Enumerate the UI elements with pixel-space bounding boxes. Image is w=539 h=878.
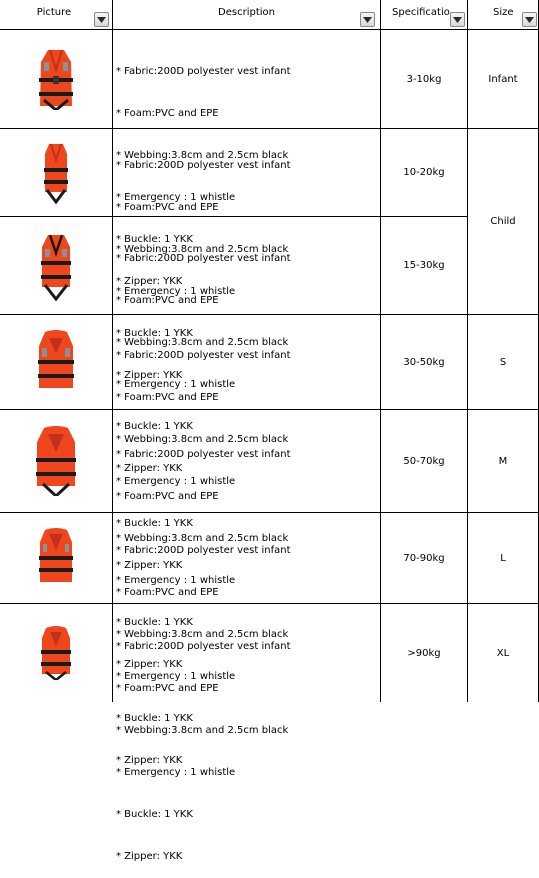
- infant-life-vest-icon: [36, 48, 76, 110]
- desc-line: * Emergency : 1 whistle: [116, 286, 236, 297]
- row-size: M: [498, 455, 508, 467]
- desc-line: * Buckle: 1 YKK: [116, 713, 193, 724]
- row-size: Infant: [488, 73, 518, 85]
- desc-line: * Foam:PVC and EPE: [116, 392, 219, 403]
- header-picture-label: Picture: [36, 7, 72, 18]
- life-vest-picture: [0, 410, 112, 512]
- header-description: [113, 0, 380, 29]
- desc-line: * Foam:PVC and EPE: [116, 491, 219, 502]
- header-specification-label: Specificatio: [392, 7, 450, 18]
- desc-line: * Emergency : 1 whistle: [116, 671, 236, 682]
- life-vest-picture: [0, 604, 112, 702]
- child-life-vest-icon: [43, 142, 69, 204]
- desc-line: * Emergency : 1 whistle: [116, 379, 236, 390]
- row-size: XL: [496, 647, 510, 659]
- desc-line: * Fabric:200D polyester vest infant: [116, 253, 291, 264]
- row-spec: 15-30kg: [403, 260, 445, 271]
- desc-line: * Buckle: 1 YKK: [116, 234, 193, 245]
- desc-line: * Buckle: 1 YKK: [116, 617, 193, 628]
- desc-line: * Zipper: YKK: [116, 755, 183, 766]
- row-size: Child: [490, 216, 516, 227]
- filter-dropdown-icon[interactable]: [94, 12, 109, 27]
- adult-life-vest-icon: [35, 426, 77, 496]
- desc-line: * Webbing:3.8cm and 2.5cm black: [116, 434, 289, 445]
- desc-line: * Foam:PVC and EPE: [116, 587, 219, 598]
- desc-line: * Foam:PVC and EPE: [116, 683, 219, 694]
- desc-line: * Zipper: YKK: [116, 370, 183, 381]
- desc-line: * Webbing:3.8cm and 2.5cm black: [116, 629, 289, 640]
- desc-line: * Fabric:200D polyester vest infant: [116, 160, 291, 171]
- desc-line: * Buckle: 1 YKK: [116, 421, 193, 432]
- row-spec: 3-10kg: [406, 73, 442, 85]
- life-vest-picture: [0, 315, 112, 409]
- desc-line: * Fabric:200D polyester vest infant: [116, 350, 291, 361]
- desc-line: * Foam:PVC and EPE: [116, 108, 219, 119]
- desc-line: * Buckle: 1 YKK: [116, 518, 193, 529]
- desc-line: * Fabric:200D polyester vest infant: [116, 545, 291, 556]
- adult-life-vest-icon: [37, 330, 75, 394]
- desc-line: * Zipper: YKK: [116, 851, 183, 862]
- desc-line: * Fabric:200D polyester vest infant: [116, 449, 291, 460]
- adult-life-vest-icon: [38, 528, 74, 588]
- desc-line: * Foam:PVC and EPE: [116, 295, 219, 306]
- filter-dropdown-icon[interactable]: [522, 12, 537, 27]
- desc-line: * Buckle: 1 YKK: [116, 328, 193, 339]
- row-description: [116, 612, 376, 878]
- header-size-label: Size: [493, 7, 514, 18]
- desc-line: * Webbing:3.8cm and 2.5cm black: [116, 533, 289, 544]
- desc-line: * Fabric:200D polyester vest infant: [116, 641, 291, 652]
- desc-line: * Webbing:3.8cm and 2.5cm black: [116, 337, 289, 348]
- desc-line: * Zipper: YKK: [116, 463, 183, 474]
- desc-line: * Emergency : 1 whistle: [116, 476, 236, 487]
- desc-line: * Webbing:3.8cm and 2.5cm black: [116, 150, 289, 161]
- desc-line: * Emergency : 1 whistle: [116, 767, 236, 778]
- row-spec: 30-50kg: [403, 356, 445, 368]
- header-description-label: Description: [218, 7, 275, 18]
- desc-line: * Webbing:3.8cm and 2.5cm black: [116, 725, 289, 736]
- row-spec: >90kg: [407, 647, 441, 659]
- desc-line: * Zipper: YKK: [116, 659, 183, 670]
- desc-line: * Emergency : 1 whistle: [116, 575, 236, 586]
- life-vest-picture: [0, 217, 112, 314]
- desc-line: * Zipper: YKK: [116, 276, 183, 287]
- row-spec: 10-20kg: [403, 167, 445, 178]
- row-size: S: [499, 356, 507, 368]
- row-size: L: [500, 552, 506, 564]
- row-spec: 50-70kg: [403, 455, 445, 467]
- desc-line: * Fabric:200D polyester vest infant: [116, 66, 291, 77]
- life-vest-picture: [0, 513, 112, 603]
- filter-dropdown-icon[interactable]: [450, 12, 465, 27]
- filter-dropdown-icon[interactable]: [360, 12, 375, 27]
- desc-line: * Foam:PVC and EPE: [116, 202, 219, 213]
- life-vest-picture: [0, 30, 112, 128]
- desc-line: * Webbing:3.8cm and 2.5cm black: [116, 244, 289, 255]
- desc-line: * Zipper: YKK: [116, 560, 183, 571]
- desc-line: * Buckle: 1 YKK: [116, 809, 193, 820]
- row-spec: 70-90kg: [403, 552, 445, 564]
- life-vest-picture: [0, 129, 112, 216]
- column-divider: [112, 0, 113, 702]
- adult-life-vest-icon: [40, 626, 72, 680]
- child-life-vest-icon: [39, 231, 73, 301]
- desc-line: * Emergency : 1 whistle: [116, 192, 236, 203]
- table-header: [0, 0, 539, 29]
